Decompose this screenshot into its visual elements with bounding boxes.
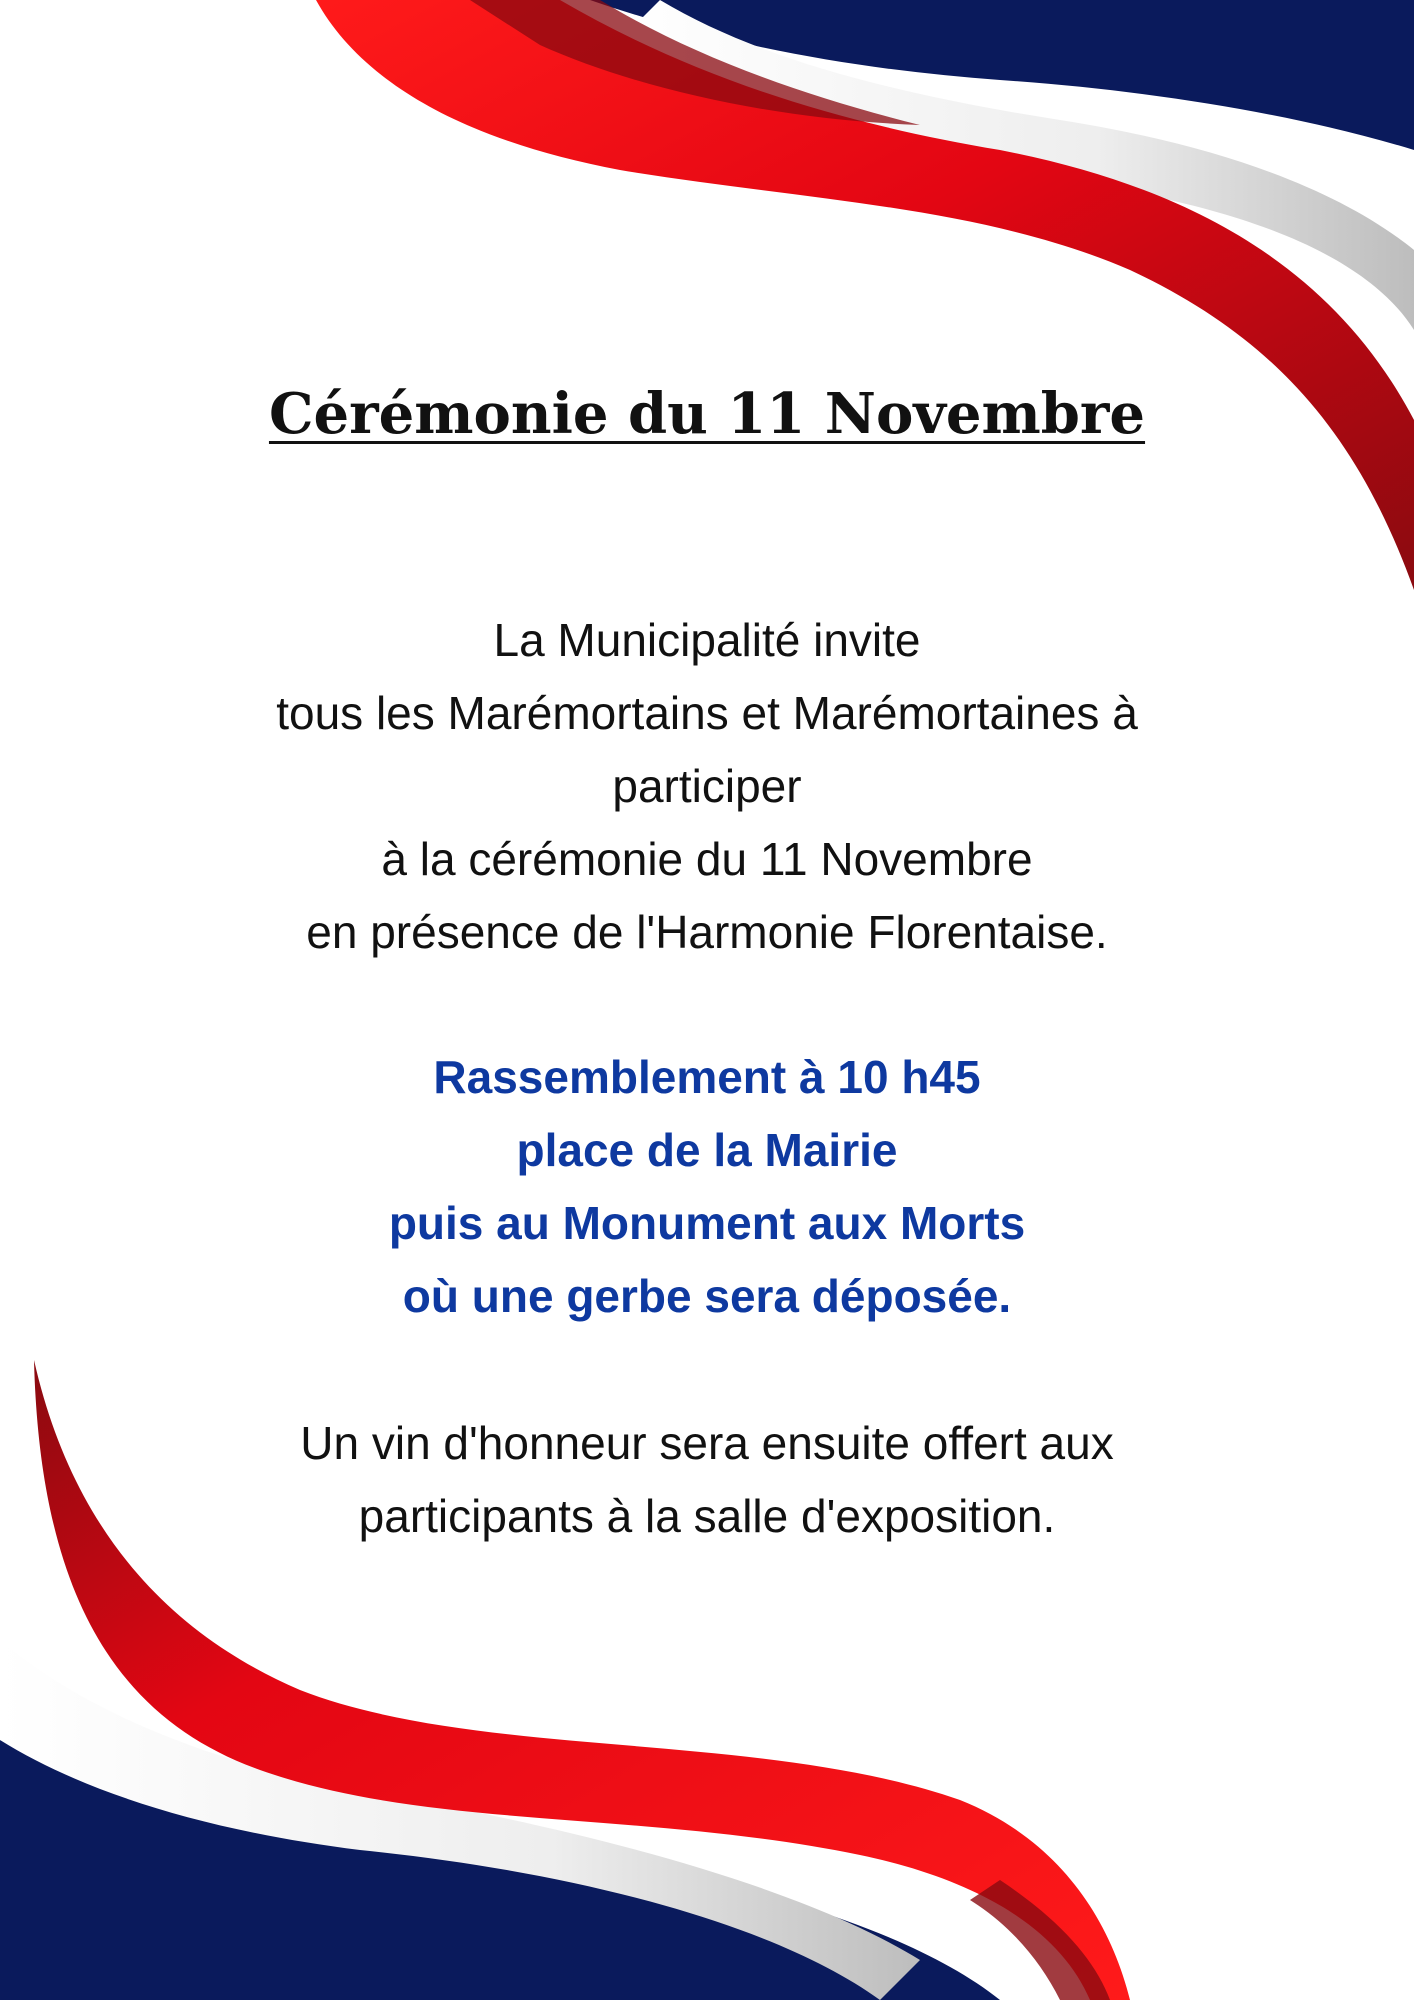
intro-line: participer (612, 760, 802, 812)
invitation-paragraph (0, 604, 1414, 969)
intro-line: La Municipalité invite (493, 614, 921, 666)
closing-line: Un vin d'honneur sera ensuite offert aux (300, 1417, 1114, 1469)
gathering-line: Rassemblement à 10 h45 (433, 1051, 981, 1103)
reception-paragraph (0, 1407, 1414, 1553)
page-title: Cérémonie du 11 Novembre (268, 381, 1146, 447)
gathering-line: place de la Mairie (516, 1124, 898, 1176)
gathering-line: puis au Monument aux Morts (388, 1197, 1026, 1249)
intro-line: en présence de l'Harmonie Florentaise. (306, 906, 1108, 958)
intro-line: à la cérémonie du 11 Novembre (381, 833, 1033, 885)
closing-line: participants à la salle d'exposition. (358, 1490, 1056, 1542)
gathering-details (0, 1041, 1414, 1333)
intro-line: tous les Marémortains et Marémortaines à (276, 687, 1138, 739)
gathering-line: où une gerbe sera déposée. (402, 1270, 1012, 1322)
